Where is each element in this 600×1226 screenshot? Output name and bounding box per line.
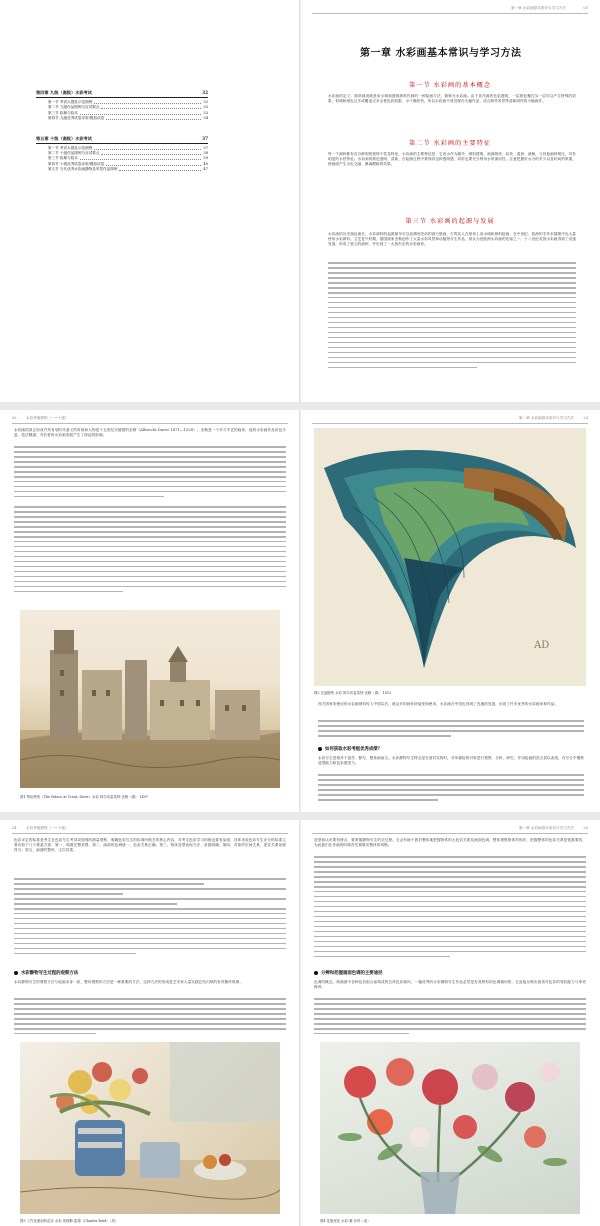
wing-illustration xyxy=(314,428,586,686)
page-number: 23 xyxy=(583,416,588,420)
running-head: 02 水彩考级教程（一~十级） xyxy=(12,416,288,424)
body-text-lines xyxy=(14,878,286,966)
toc-item[interactable]: 第五节 当代优秀水彩画静物及风景作品图例 47 xyxy=(48,167,208,172)
toc-part-page: 32 xyxy=(202,90,208,95)
body-text-lines xyxy=(14,506,286,606)
body-text: 色彩评定的标准是考生在色彩写生考试或规则的测量观察、明确色彩写生的标准所相关的核心内容，对考生色彩学习训练也要有参照，具体来说色彩写生评分的标准主要有如下几个要素方面：第一，构图完整美观；第二，画面的色调统一、色彩关系正确；第三，物体造型表现方法、质感明确；第四，对象的空间关系、虚实关系处理得当；第五，画面的整体、主次效果。 xyxy=(14,838,286,853)
body-text: 水彩写生是相对于创作、默写、想象画而言。水彩静物写生特点是在面对实物时，对所描绘的对象进行观察、分析、研究，并用绘画的语言加以表现，在写生中锻炼造型能力和色彩感受力。 xyxy=(318,756,584,766)
right-page xyxy=(300,410,600,812)
toc-part-5 xyxy=(36,136,208,173)
bullet-icon xyxy=(14,971,18,975)
flowers-illustration xyxy=(320,1042,580,1214)
spread-2 xyxy=(0,410,600,812)
body-text-lines xyxy=(318,774,584,808)
toc-item[interactable]: 第二节 十级作品图例与应试要点 38 xyxy=(48,151,208,156)
body-text-lines xyxy=(14,446,286,502)
figure-castle-watercolor xyxy=(20,610,280,788)
toc-item[interactable]: 第四节 九级优秀试卷评析/模拟试卷 34 xyxy=(48,116,208,121)
toc-part-title: 第四章 九级（高级）水彩考试 xyxy=(36,90,92,95)
body-text: 西方国家所使用的水彩画颜料传入中国以后，被众多的画家所接受和使用，水彩画在中国也得到了迅速的发展，出现了许多优秀的水彩画家和作品。 xyxy=(318,702,559,706)
running-head: 第一章 水彩画基本常识与学习方法 03 xyxy=(312,6,588,14)
bullet-icon xyxy=(318,747,322,751)
bullet-icon xyxy=(314,971,318,975)
running-head: 24 水彩考级教程（一~十级） xyxy=(12,826,288,834)
body-text-lines xyxy=(14,998,286,1038)
body-text: 水彩画的真正形成并具有划时代意义的时间和人物是十五世纪末德国的丢勒（Albrecht Durer 1471—1528）。丢勒是一个多才多艺的画家，他的水彩画作品用色丰富，技法精湛，对后世的水彩画发展产生了深远的影响。 xyxy=(14,428,286,438)
chapter-title: 第一章 水彩画基本常识与学习方法 xyxy=(360,48,522,59)
bullet-heading: 水彩静物写生过程的观察方法 xyxy=(14,970,286,976)
section-body: 每一个画种都有各自鲜明的独特个性及特征，水彩画的主要特征是：它用水作为媒介，颜料透明，画面明快、轻快、湿润、流畅，与其他画种相比，具有明显的水性特征。水彩画的颜色透明、清新，在绘画过程中要保持这种透明感，同时也要充分利用水的流动性，注意把握好水分的多少以及时间的掌握，使画面产生水色交融、淋漓酣畅的效果。 xyxy=(328,152,576,167)
bullet-heading: 如何获取水彩考级优秀成绩？ xyxy=(318,746,584,752)
bullet-heading: 分辨和把握画面色调的主要途径 xyxy=(314,970,586,976)
toc-item[interactable]: 第二节 九级作品图例与应试要点 33 xyxy=(48,105,208,110)
left-page xyxy=(0,820,300,1226)
right-page xyxy=(300,820,600,1226)
figure-flowers-in-vase xyxy=(320,1042,580,1214)
body-text: 水彩静物写生的观察方法与绘画本身一致，整体观察的方法是一种重要的方法，这种方法的形成是艺术家大量实践总结归纳的有效操作规律。 xyxy=(14,980,244,984)
toc-item[interactable]: 第三节 临摹与临本 39 xyxy=(48,156,208,161)
page-number: 24 xyxy=(12,826,17,830)
body-text-lines xyxy=(314,856,586,964)
body-text-lines xyxy=(328,262,576,374)
section-title: 第一节 水彩画的基本概念 xyxy=(408,82,492,89)
svg-text:AD: AD xyxy=(534,640,550,651)
castle-illustration xyxy=(20,610,280,788)
figure-caption: 图2 先翅膀的 水彩 阿尔布雷希特·丢勒（德） 1512 xyxy=(314,691,392,695)
toc-part-title: 第五章 十级（高级）水彩考试 xyxy=(36,135,92,141)
still-life-illustration xyxy=(20,1042,280,1214)
body-text: 色调的概念，即画面中各种色彩组合而构成的总体色彩倾向，一幅优秀的水彩静物写生作品必然是有其特有的色调倾向的，它直接反映出画者对色彩的驾驭能力与审美修养。 xyxy=(314,980,586,990)
toc-part-page: 37 xyxy=(202,135,208,141)
toc-block xyxy=(36,90,208,173)
toc-item[interactable]: 第一节 考试大纲及示范图例 37 xyxy=(48,145,208,150)
running-head: 第一章 水彩画基本常识与学习方法 23 xyxy=(312,416,588,424)
body-text-lines xyxy=(314,998,586,1038)
toc-page xyxy=(0,0,300,402)
figure-still-life-flowers xyxy=(20,1042,280,1214)
body-text-lines xyxy=(318,720,584,742)
section-title: 第二节 水彩画的主要特征 xyxy=(408,140,492,147)
page-number: 25 xyxy=(583,826,588,830)
figure-caption: 图4 花瓶里花 水彩 雅·沙玛（美） xyxy=(320,1219,371,1223)
left-page xyxy=(0,410,300,812)
figure-caption: 图1 特伦特的（The Palace at Trent, Diver）水彩 阿尔布雷希特·丢勒（德） 1497 xyxy=(20,795,149,799)
body-text: 造型和认识要有特点，要掌握静物写生的全过程。它会有助于我们整体地把握物体的大色彩关系及画面色调，整体观察物体的形状、把握整体的色彩关系是很重要的，为此我们在作画的时候首先要做出整体的判断。 xyxy=(314,838,586,848)
section-body: 水彩画的定义，简单地说就是用水调和透明颜料作画的一种绘画方法，简称为水彩画。由于其作画的色彩透明，一层颜色覆过另一层可以产生特殊的效果，但调和颜色过多或覆盖过多会使色彩肮脏，水干燥的快，所以水彩画不适宜制作大幅作品，适合制作风景等清新明快的小幅画作。 xyxy=(328,94,576,104)
toc-item[interactable]: 第一节 考试大纲及示范图例 32 xyxy=(48,100,208,104)
figure-caption: 图3 工作室窗前的花卉 水彩 查理斯·雷德（Charles Reid）（美） xyxy=(20,1219,119,1223)
page-number: 02 xyxy=(12,416,17,420)
spread-1 xyxy=(0,0,600,402)
spread-3 xyxy=(0,820,600,1226)
toc-item[interactable]: 第三节 临摹与临本 33 xyxy=(48,110,208,115)
page-number: 03 xyxy=(583,6,588,10)
running-head: 第一章 水彩画基本常识与学习方法 25 xyxy=(312,826,588,834)
section-body: 水彩画的历史源远流长，水彩颜料的起源最早可以追溯到史前的洞穴壁画，古埃及人在纸草上用水调和颜料绘画，在中世纪，欧洲的手抄本插图中也大量使用水彩颜料。文艺复兴时期，德国画家丢勒创作了大量水彩风景和动植物写生作品，被认为是欧洲水彩画的先驱之一。十八世纪英国水彩画得到了迅速发展，形成了独立的画种，并出现了一大批杰出的水彩画家。 xyxy=(328,232,576,247)
figure-bird-wing xyxy=(314,428,586,686)
toc-part-4 xyxy=(36,90,208,122)
toc-item[interactable]: 第四节 十级优秀试卷评析/模拟试卷 40 xyxy=(48,161,208,166)
chapter-page xyxy=(300,0,600,402)
section-title: 第三节 水彩画的起源与发展 xyxy=(405,218,495,225)
